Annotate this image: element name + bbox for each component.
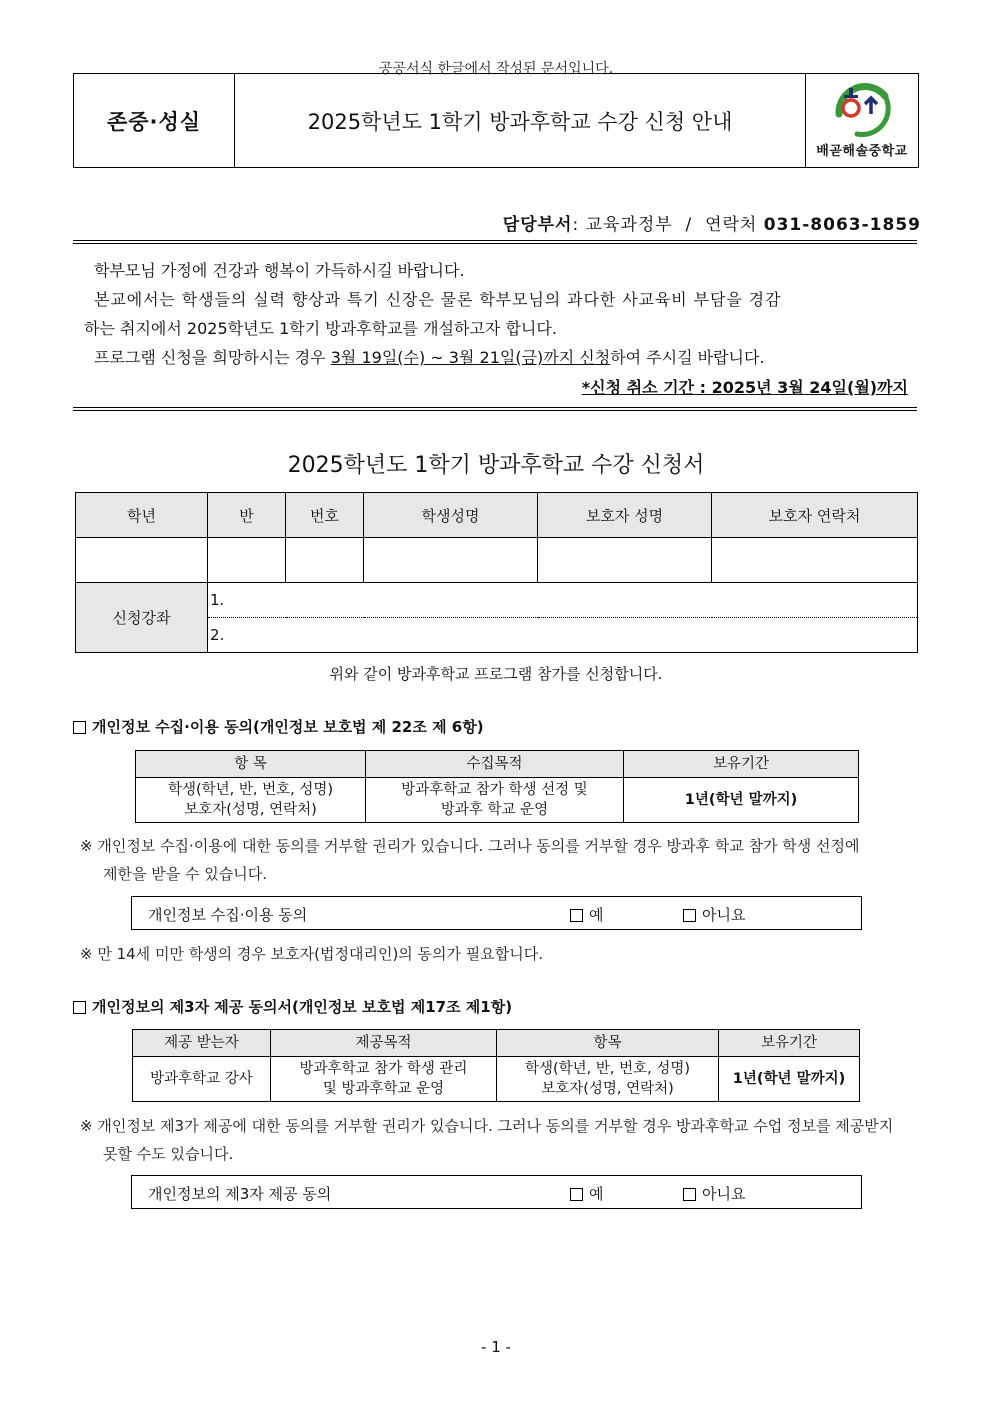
p1-consent-no[interactable]: [683, 904, 745, 925]
checkbox-icon: [73, 1001, 86, 1014]
dept-label: 담당부서: [502, 215, 573, 235]
intro-line-4-post: 하여 주시길 바랍니다.: [610, 348, 765, 367]
application-header-row: [76, 493, 918, 538]
p2-item-line-2: 보호자(성명, 연락처): [541, 1081, 674, 1097]
phone-label: 연락처: [705, 215, 758, 235]
intro-paragraph: [84, 256, 912, 372]
p1-consent-label: 개인정보 수집·이용 동의: [148, 906, 308, 924]
dept-name: : 교육과정부: [572, 215, 673, 235]
privacy-section-2-heading: [73, 996, 512, 1017]
age-notice: ※ 만 14세 미만 학생의 경우 보호자(법정대리인)의 동의가 필요합니다.: [80, 945, 544, 963]
number-field[interactable]: [286, 538, 364, 583]
header-box: [73, 73, 919, 168]
intro-line-4-pre: 프로그램 신청을 희망하시는 경우: [94, 348, 331, 367]
privacy-section-1-heading: [73, 716, 484, 737]
privacy-2-table: [132, 1029, 860, 1102]
phone-number: 031-8063-1859: [763, 215, 921, 235]
checkbox-icon[interactable]: [570, 1188, 583, 1201]
p1-notice-line-2: 제한을 받을 수 있습니다.: [103, 865, 267, 883]
application-table: [75, 492, 918, 653]
checkbox-icon[interactable]: [683, 1188, 696, 1201]
checkbox-icon[interactable]: [683, 909, 696, 922]
school-name: 배곧해솔중학교: [816, 144, 908, 159]
application-period: 3월 19일(수) ~ 3월 21일(금)까지 신청: [330, 348, 611, 367]
p2-header-period: 보유기간: [719, 1030, 860, 1057]
p1-consent-yes[interactable]: [570, 904, 604, 925]
p2-period-cell: 1년(학년 말까지): [719, 1057, 860, 1102]
p2-yes-label: 예: [589, 1185, 604, 1203]
p2-header-purpose: 제공목적: [271, 1030, 497, 1057]
p2-consent-label: 개인정보의 제3자 제공 동의: [148, 1185, 332, 1203]
privacy-2-consent-box: [131, 1175, 862, 1209]
p2-header-item: 항목: [497, 1030, 719, 1057]
header-grade: 학년: [76, 493, 208, 538]
lecture-line-1[interactable]: 1.: [208, 583, 918, 618]
p2-consent-no[interactable]: [683, 1183, 745, 1204]
p1-item-line-2: 보호자(성명, 연락처): [184, 802, 317, 818]
application-statement: 위와 같이 방과후학교 프로그램 참가를 신청합니다.: [329, 665, 663, 683]
privacy-1-table: [135, 750, 859, 823]
document-title: 2025학년도 1학기 방과후학교 수강 신청 안내: [235, 74, 806, 167]
p1-notice-line-1: ※ 개인정보 수집·이용에 대한 동의를 거부할 권리가 있습니다. 그러나 동의를 거부할 경우 방과후 학교 참가 학생 선정에: [80, 837, 860, 855]
p2-purpose-cell: [271, 1057, 497, 1102]
intro-line-2: 본교에서는 학생들의 실력 향상과 특기 신장은 물론 학부모님의 과다한 사교육비 부담을 경감: [94, 290, 782, 309]
intro-line-1: 학부모님 가정에 건강과 행복이 가득하시길 바랍니다.: [94, 261, 465, 280]
p2-consent-yes[interactable]: [570, 1183, 604, 1204]
divider-top: [73, 240, 917, 244]
p2-notice-line-1: ※ 개인정보 제3가 제공에 대한 동의를 거부할 권리가 있습니다. 그러나 동의를 거부할 경우 방과후학교 수업 정보를 제공받지: [80, 1117, 894, 1135]
privacy-1-notice: [80, 832, 925, 888]
cancel-period: *신청 취소 기간 : 2025년 3월 24일(월)까지: [581, 378, 908, 397]
p2-receiver-cell: 방과후학교 강사: [133, 1057, 271, 1102]
p2-no-label: 아니요: [702, 1185, 746, 1203]
header-class: 반: [208, 493, 286, 538]
intro-line-3: 하는 취지에서 2025학년도 1학기 방과후학교를 개설하고자 합니다.: [84, 319, 557, 338]
p1-item-cell: [136, 778, 366, 823]
p2-purpose-line-1: 방과후학교 참가 학생 관리: [299, 1061, 468, 1077]
checkbox-icon[interactable]: [570, 909, 583, 922]
school-motto: 존중·성실: [74, 74, 235, 167]
header-number: 번호: [286, 493, 364, 538]
lecture-line-2[interactable]: 2.: [208, 618, 918, 653]
p1-purpose-cell: [366, 778, 624, 823]
privacy-1-consent-box: [131, 896, 862, 930]
p1-purpose-line-2: 방과후 학교 운영: [440, 802, 549, 818]
application-input-row: [76, 538, 918, 583]
header-guardian-name: 보호자 성명: [538, 493, 712, 538]
p2-item-line-1: 학생(학년, 반, 번호, 성명): [524, 1061, 691, 1077]
lecture-label: 신청강좌: [76, 583, 208, 653]
header-guardian-contact: 보호자 연락처: [712, 493, 918, 538]
checkbox-icon: [73, 721, 86, 734]
p1-yes-label: 예: [589, 906, 604, 924]
privacy-1-heading-text: 개인정보 수집·이용 동의(개인정보 보호법 제 22조 제 6항): [92, 718, 484, 736]
p1-purpose-line-1: 방과후학교 참가 학생 선정 및: [401, 782, 588, 798]
p2-header-receiver: 제공 받는자: [133, 1030, 271, 1057]
grade-field[interactable]: [76, 538, 208, 583]
intro-line-4: [84, 343, 912, 372]
page-number: - 1 -: [481, 1338, 511, 1356]
contact-line: [503, 210, 921, 235]
p1-header-item: 항 목: [136, 751, 366, 778]
p1-item-line-1: 학생(학년, 반, 번호, 성명): [167, 782, 334, 798]
student-name-field[interactable]: [364, 538, 538, 583]
p2-item-cell: [497, 1057, 719, 1102]
p1-header-purpose: 수집목적: [366, 751, 624, 778]
school-logo: [806, 74, 918, 167]
contact-separator: /: [685, 215, 693, 235]
privacy-2-notice: [80, 1112, 925, 1168]
privacy-2-heading-text: 개인정보의 제3자 제공 동의서(개인정보 보호법 제17조 제1항): [92, 998, 513, 1016]
p1-period-cell: 1년(학년 말까지): [624, 778, 859, 823]
header-student-name: 학생성명: [364, 493, 538, 538]
class-field[interactable]: [208, 538, 286, 583]
top-note: 공공서식 한글에서 작성된 문서입니다.: [378, 61, 614, 77]
school-emblem-icon: [827, 74, 897, 138]
p2-notice-line-2: 못할 수도 있습니다.: [103, 1145, 234, 1163]
form-title: 2025학년도 1학기 방과후학교 수강 신청서: [287, 453, 705, 478]
p1-no-label: 아니요: [702, 906, 746, 924]
divider-bottom: [73, 407, 917, 411]
guardian-name-field[interactable]: [538, 538, 712, 583]
p2-purpose-line-2: 및 방과후학교 운영: [322, 1081, 445, 1097]
guardian-contact-field[interactable]: [712, 538, 918, 583]
p1-header-period: 보유기간: [624, 751, 859, 778]
